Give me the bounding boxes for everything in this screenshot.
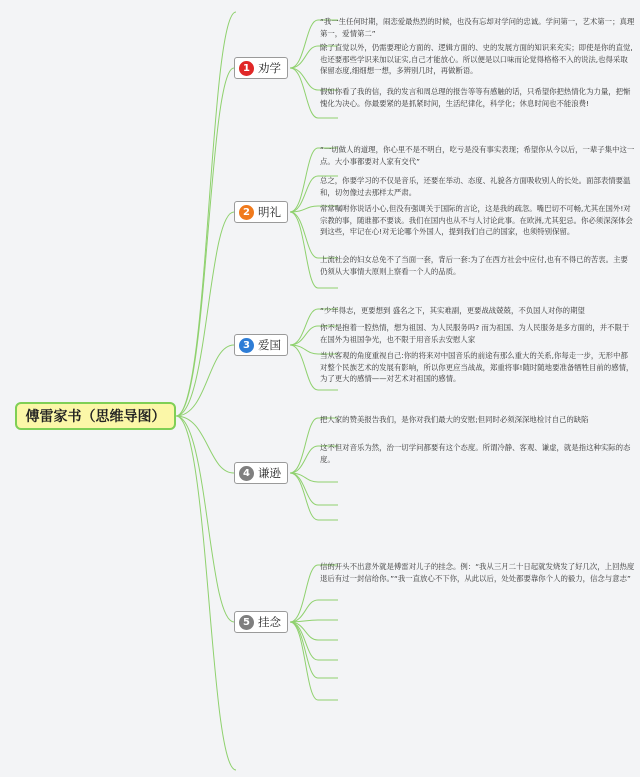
branch-node-mingli[interactable] [234, 201, 288, 223]
leaf-text: 常常嘱咐你说话小心,但没有强调关于国际的言论，这是我的疏忽。嘴巴切不可畅,尤其在国外!对宗教的事，随谁都不要谈。我们在国内也从不与人讨论此事。在欧洲,尤其犯忌。你必须深深体会到这些，牢记在心!对无论哪个外国人，提到我们自己的国家，也须特别保留。 [320, 204, 633, 237]
leaf-text: 除了直觉以外，仍需要理论方面的、逻辑方面的、史的发展方面的知识来充实；即使是你的直觉,也还要那些学识来加以证实,自己才能放心。所以便是以口味而论觉得格格不入的说法,也得采取保留态度,细细想一想，多辨别几时，再做断语。 [320, 43, 633, 76]
branch-label: 明礼 [258, 205, 281, 219]
root-node[interactable] [15, 402, 176, 430]
branch-label: 挂念 [258, 615, 281, 629]
branch-node-qianxun[interactable] [234, 462, 288, 484]
root-branch-connector [176, 416, 234, 622]
branch-leaf-connector [290, 148, 318, 212]
branch-node-aiguo[interactable] [234, 334, 288, 356]
leaf-text: “少年得志，更要想到 盛名之下，其实难副，更要战战兢兢，不负国人对你的期望 [320, 306, 585, 315]
branch-leaf-connector [290, 68, 318, 90]
branch-leaf-connector [290, 20, 318, 68]
branch-number-badge: 1 [239, 61, 254, 76]
branch-number-badge: 5 [239, 615, 254, 630]
branch-leaf-connector [290, 622, 318, 700]
branch-leaf-connector [290, 212, 318, 288]
branch-leaf-connector [290, 418, 318, 473]
branch-leaf-connector [290, 473, 318, 520]
leaf-text: 总之，你要学习的不仅是音乐，还要在举动、态度、礼貌各方面吸收别人的长处。面部表情要温和，切勿像过去那样太严肃。 [320, 176, 631, 197]
branch-label: 谦逊 [258, 466, 281, 480]
branch-leaf-connector [290, 212, 318, 258]
root-extra-connector [176, 12, 236, 416]
leaf-text: 当从客观的角度重视自己:你的将来对中国音乐的前途有那么重大的关系,你每走一步，无形中都对整个民族艺术的发展有影响，所以你更应当战战，郑重将事!随时随地要准备牺牲目前的感情，为了更大的感情——对艺术对祖国的感情。 [320, 351, 634, 384]
branch-number-badge: 2 [239, 205, 254, 220]
branch-number-badge: 3 [239, 338, 254, 353]
root-label: 傅雷家书（思维导图） [25, 409, 166, 425]
leaf-text: 把人家的赞美报告我们，是你对我们最大的安慰;但同时必须深深地检讨自己的缺陷 [320, 415, 589, 424]
leaf-text: 上流社会的妇女总免不了当面一套，背后一套:为了在西方社会中应付,也有不得已的苦衷。主要仍须从大事情大原则上察看一个人的品质。 [320, 255, 628, 276]
root-branch-connector [176, 68, 234, 416]
leaf-text: 信的开头不出意外就是傅雷对儿子的挂念。例：“我从三月二十日起就发烧发了好几次，上回热度退后有过一封信给你。”“我一直放心不下你，从此以后，处处都要靠你个人的毅力，信念与意志” [320, 562, 635, 583]
branch-node-quanxue[interactable] [234, 57, 288, 79]
branch-number-badge: 4 [239, 466, 254, 481]
leaf-text: 这不但对音乐为然，治一切学问都要有这个态度。所谓冷静、客观、谦虚，就是指这种实际的态度。 [320, 443, 631, 464]
leaf-text: “我一生任何时期，闹恋爱最热烈的时候，也没有忘却对学问的忠诚。学问第一，艺术第一；真理第一，爱情第二” [320, 17, 635, 38]
leaf-text: 假如你看了我的信，我的发言和周总理的报告等等有感触的话，只希望你把热情化为力量，把惭愧化为决心。你最要紧的是抓紧时间，生活纪律化，科学化；休息时间也不能浪费! [320, 87, 631, 108]
branch-label: 爱国 [258, 338, 281, 352]
branch-leaf-connector [290, 68, 318, 118]
branch-label: 劝学 [258, 61, 281, 75]
branch-leaf-connector [290, 46, 318, 68]
branch-node-guanian[interactable] [234, 611, 288, 633]
branch-leaf-connector [290, 473, 318, 505]
leaf-text: “一切做人的道理，你心里不是不明白，吃亏是没有事实表现；希望你从今以后，一辈子集中这一点。大小事都要对人家有交代” [320, 145, 635, 166]
root-extra-connector [176, 416, 236, 770]
branch-leaf-connector [290, 345, 318, 390]
branch-leaf-connector [290, 600, 318, 622]
leaf-text: 你不是抱着一腔热情，想为祖国、为人民服务吗? 而为祖国、为人民服务是多方面的，并不限于在国外为祖国争光，也不限于用音乐去安慰人家 [320, 323, 630, 344]
